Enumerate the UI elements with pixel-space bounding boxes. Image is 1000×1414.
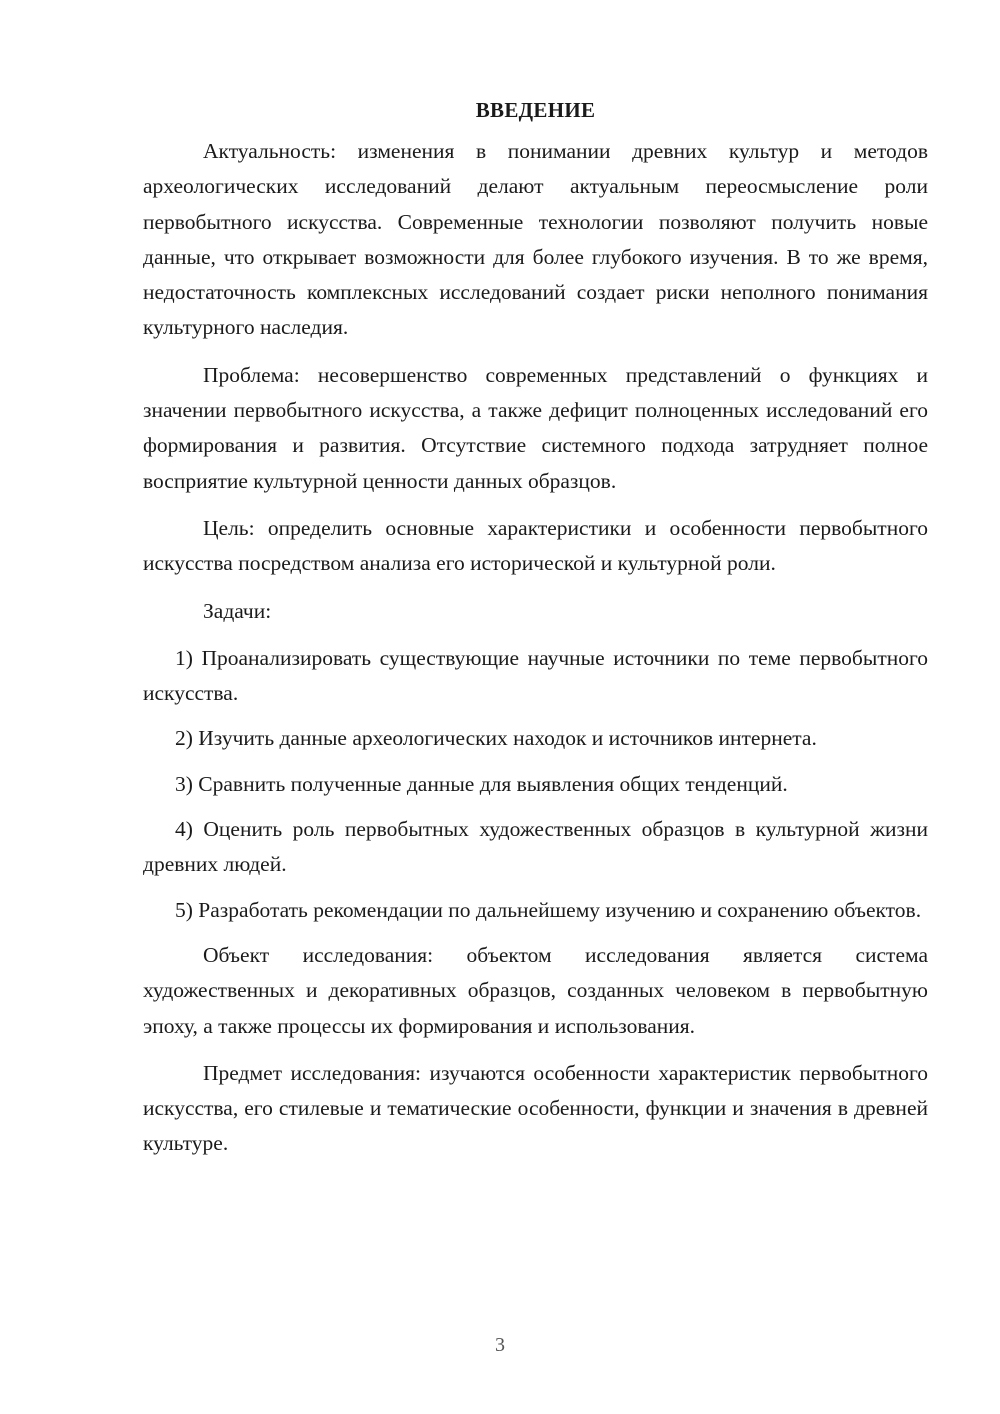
document-page [143, 92, 928, 1174]
list-item: 1) Проанализировать существующие научные источники по теме первобытного искусства. [143, 645, 928, 706]
paragraph-object: Объект исследования: объектом исследования является система художественных и декоративных образцов, созданных человеком в первобытную эпоху, а также процессы их формирования и использования. [143, 942, 928, 1038]
paragraph-goal: Цель: определить основные характеристики и особенности первобытного искусства посредством анализа его исторической и культурной роли. [143, 515, 928, 576]
page-title: ВВЕДЕНИЕ [475, 98, 596, 122]
list-item: 3) Сравнить полученные данные для выявления общих тенденций. [175, 771, 788, 796]
tasks-list [143, 641, 928, 928]
list-item: 4) Оценить роль первобытных художественных образцов в культурной жизни древних людей. [143, 817, 928, 877]
tasks-heading: Задачи: [203, 598, 272, 623]
page-number: 3 [495, 1334, 505, 1356]
paragraph-relevance: Актуальность: изменения в понимании древних культур и методов археологических исследований делают актуальным переосмысление роли первобытного искусства. Современные технологии позволяют получить новые данные, что открывает возможности для более глубокого изучения. В то же время, недостаточность комплексных исследований создает риски неполного понимания культурного наследия. [143, 139, 928, 340]
list-item: 5) Разработать рекомендации по дальнейшему изучению и сохранению объектов. [175, 897, 922, 922]
list-item: 2) Изучить данные археологических находок и источников интернета. [175, 726, 817, 751]
paragraph-subject: Предмет исследования: изучаются особенности характеристик первобытного искусства, его стилевые и тематические особенности, функции и значения в древней культуре. [143, 1060, 928, 1156]
paragraph-problem: Проблема: несовершенство современных представлений о функциях и значении первобытного искусства, а также дефицит полноценных исследований его формирования и развития. Отсутствие системного подхода затрудняет полное восприятие культурной ценности данных образцов. [143, 362, 928, 493]
